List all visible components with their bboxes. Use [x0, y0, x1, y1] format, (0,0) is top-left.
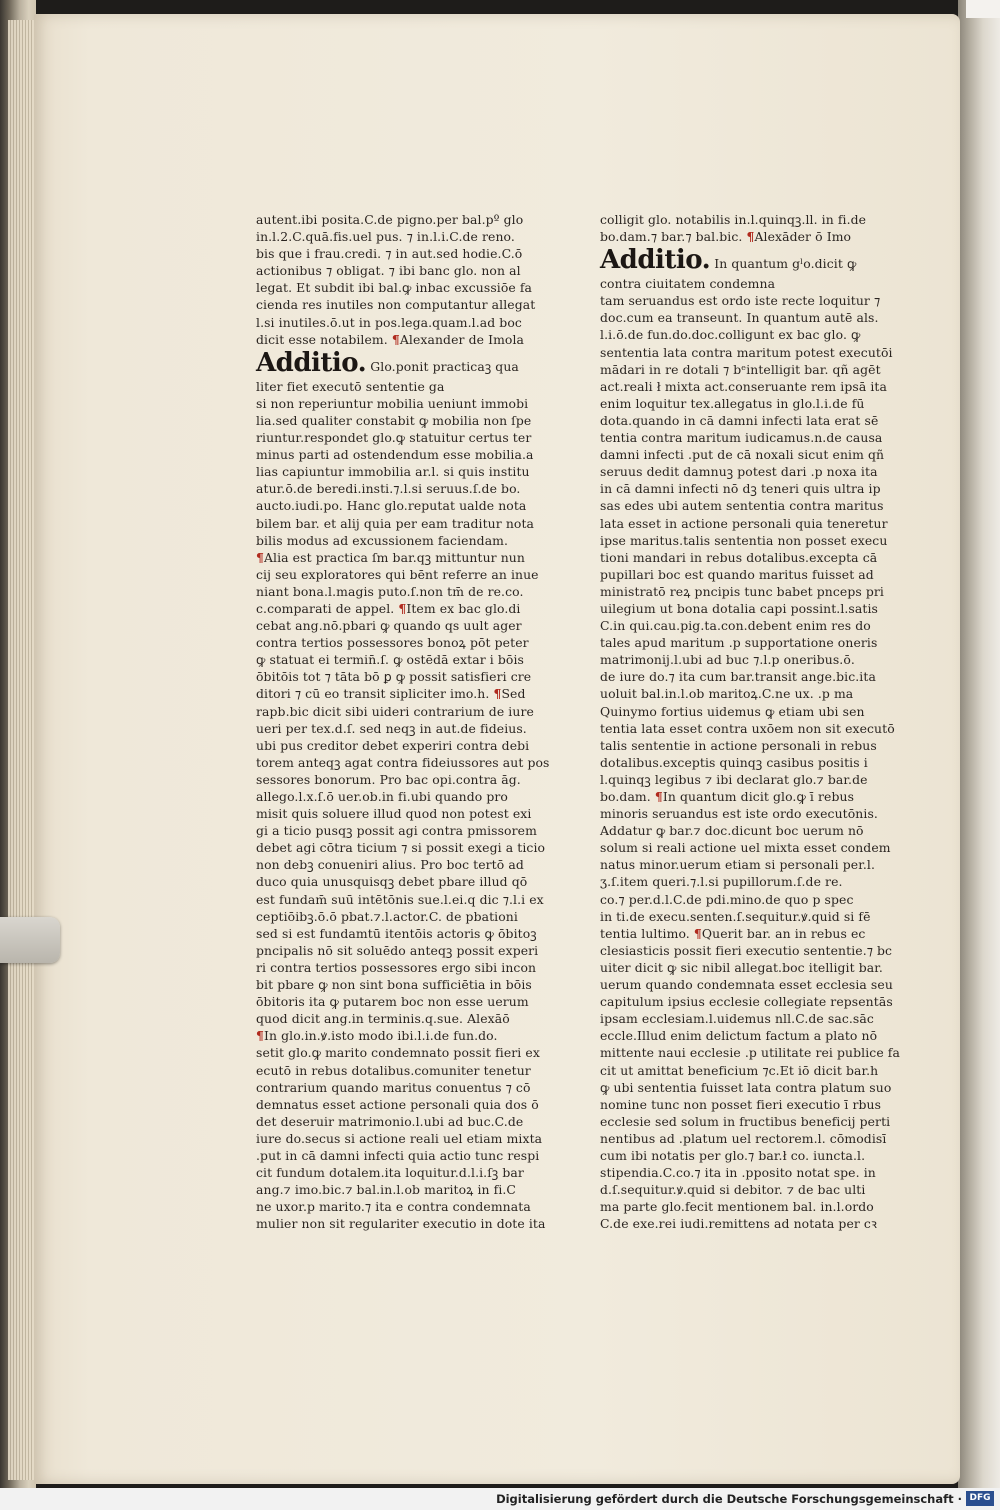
addition-heading: Additio.	[256, 347, 367, 378]
text-line: ipse maritus.talis sententia non posset execu	[600, 532, 888, 548]
text-line: act.reali ł mixta act.conseruante rem ipsā ita	[600, 378, 888, 394]
text-line: bo.dam.⁊ bar.⁊ bal.bic. ¶Alexāder ō Imo	[600, 229, 852, 245]
left-text-column	[256, 211, 550, 1232]
text-line: natus minor.uerum etiam si personali per.l.	[600, 857, 875, 873]
text-line: iure do.secus si actione reali uel etiam mixta	[256, 1130, 543, 1146]
text-line: tentia lata esset contra uxōem non sit executō	[600, 720, 895, 736]
text-line: in cā damni infecti nō dꝫ teneri quis ultra ip	[600, 481, 881, 497]
text-line: ueri per tex.d.ſ. sed neqꝫ in aut.de fideius.	[256, 720, 527, 736]
text-line: C.de exe.rei iudi.remittens ad notata per cꝛ	[600, 1216, 877, 1232]
text-line: doc.cum ea transeunt. In quantum autē als.	[600, 310, 879, 326]
text-line: bilis modus ad excussionem faciendam.	[256, 532, 509, 548]
text-line: solum si reali actione uel mixta esset condem	[600, 840, 891, 856]
text-line: matrimonij.l.ubi ad buc ⁊.l.p oneribus.ō.	[600, 652, 855, 668]
text-line: l.quinqꝫ legibus ⁊ ibi declarat glo.⁊ bar.de	[600, 771, 868, 787]
text-line: lias capiuntur immobilia ar.l. si quis institu	[256, 464, 530, 480]
text-line: capitulum ipsius ecclesie collegiate repsentās	[600, 994, 893, 1010]
text-line: dicit esse notabilem. ¶Alexander de Imola	[256, 331, 525, 347]
text-line: tioni mandari in rebus dotalibus.excepta cā	[600, 549, 878, 565]
footer-bar	[0, 1488, 1000, 1510]
paragraph-mark-icon: ¶	[493, 686, 502, 702]
text-line: Quinymo fortius uidemus ꝙ etiam ubi sen	[600, 703, 865, 719]
paragraph-mark-icon: ¶	[256, 549, 264, 565]
text-line: est fundam̄ suū intētōnis sue.l.ei.q dic ⁊.l.i ex	[256, 891, 544, 907]
text-line: ōbitōis tot ⁊ tāta bō ꝑ ꝙ possit satisfieri cre	[256, 669, 532, 685]
paragraph-mark-icon: ¶	[391, 331, 400, 347]
text-line: Addatur ꝙ bar.⁊ doc.dicunt boc uerum nō	[600, 823, 864, 839]
text-line: contra ciuitatem condemna	[600, 276, 776, 292]
text-line: ¶In glo.in.ꝟ.isto modo ibi.l.i.de fun.do.	[256, 1028, 498, 1044]
text-line: atur.ō.de beredi.insti.⁊.l.si seruus.ſ.de bo.	[256, 481, 521, 497]
addition-heading: Additio.	[600, 245, 711, 276]
text-line: lata esset in actione personali quia teneretur	[600, 515, 888, 531]
text-line: d.ſ.sequitur.ꝟ.quid si debitor. ⁊ de bac ulti	[600, 1182, 866, 1198]
text-line: ubi pus creditor debet experiri contra debi	[256, 737, 530, 753]
text-line: cij seu exploratores qui bēnt referre an inue	[256, 566, 539, 582]
text-line: enim loquitur tex.allegatus in glo.l.i.de fū	[600, 395, 865, 411]
text-line: ma parte glo.fecit mentionem bal. in.l.ordo	[600, 1199, 874, 1215]
right-book-edge	[958, 0, 1000, 1488]
text-line: stipendia.C.co.⁊ ita in .pposito notat spe. in	[600, 1165, 876, 1181]
text-line: .put in cā damni infecti quia actio tunc respi	[256, 1147, 540, 1163]
text-line: ꝙ statuat ei termin̄.ſ. ꝙ ostēdā extar i bōis	[256, 652, 524, 668]
text-line: riuntur.respondet glo.ꝙ statuitur certus ter	[256, 430, 532, 446]
text-line: quod dicit ang.in terminis.q.sue. Alexāō	[256, 1011, 510, 1027]
text-line: nomine tunc non posset fieri executio ī rbus	[600, 1096, 882, 1112]
text-line: tentia contra maritum iudicamus.n.de causa	[600, 430, 883, 446]
text-line: sed si est fundamtū itentōis actoris ꝙ ōbitoꝫ	[256, 925, 537, 941]
text-line: contrarium quando maritus conuentus ⁊ cō	[256, 1079, 531, 1095]
text-line: ʒ.ſ.item queri.⁊.l.si pupillorum.ſ.de re.	[600, 874, 843, 890]
text-line: clesiasticis possit fieri executio sententie.⁊ bc	[600, 942, 893, 958]
right-edge-highlight	[966, 0, 1000, 18]
text-line: tam seruandus est ordo iste recte loquitur ⁊	[600, 293, 881, 309]
text-line: bilem bar. et alij quia per eam traditur nota	[256, 515, 535, 531]
text-line: uilegium ut bona dotalia capi possint.l.satis	[600, 600, 878, 616]
text-line: dota.quando in cā damni infecti lata erat sē	[600, 412, 879, 428]
text-line: ne uxor.p marito.⁊ ita e contra condemnata	[256, 1199, 531, 1215]
text-line: mittente naui ecclesie .p utilitate rei publice fa	[600, 1045, 900, 1061]
text-line: non debꝫ conueniri alius. Pro boc tertō ad	[256, 857, 524, 873]
text-line: cit ut amittat beneficium ⁊c.Et iō dicit bar.h	[600, 1062, 879, 1078]
paragraph-mark-icon: ¶	[256, 1028, 264, 1044]
paragraph-mark-icon: ¶	[746, 229, 755, 245]
text-line: co.⁊ per.d.l.C.de pdi.mino.de quo p spec	[600, 891, 854, 907]
paragraph-mark-icon: ¶	[654, 789, 663, 804]
text-line: minoris seruandus est iste ordo executōnis.	[600, 806, 878, 822]
footer-credit: Digitalisierung gefördert durch die Deutsche Forschungsgemeinschaft ·	[496, 1492, 962, 1506]
text-line: legat. Et subdit ibi bal.ꝙ inbac excussiōe fa	[256, 280, 533, 296]
text-line: ceptiōibꝫ.ō.ō pbat.⁊.l.actor.C. de pbationi	[256, 908, 518, 924]
text-line: ipsam ecclesiam.l.uidemus nll.C.de sac.sāc	[600, 1011, 874, 1027]
text-line: torem anteqꝫ agat contra fideiussores aut pos	[256, 754, 550, 770]
text-line: ecclesie sed solum in fructibus beneficij perti	[600, 1113, 891, 1129]
text-line: ang.⁊ imo.bic.⁊ bal.in.l.ob maritoꝝ in fi.C	[256, 1182, 516, 1198]
text-line: gi a ticio pusqꝫ possit agi contra pmissorem	[256, 823, 537, 839]
text-line: demnatus esset actione personali quia dos ō	[256, 1096, 539, 1112]
text-line: l.i.ō.de fun.do.doc.colligunt ex bac glo. ꝙ	[600, 327, 861, 343]
right-text-column	[600, 211, 900, 1232]
addition-heading-line: Additio. Glo.ponit practicaꝫ qua	[256, 347, 519, 378]
text-line: bit pbare ꝙ non sint bona sufficiētia in bōis	[256, 977, 532, 993]
text-line: dotalibus.exceptis quinqꝫ casibus positis i	[600, 754, 868, 770]
bookmark-tab	[0, 917, 60, 963]
text-line: in ti.de execu.senten.ſ.sequitur.ꝟ.quid si fē	[600, 908, 871, 924]
text-line: cit fundum dotalem.ita loquitur.d.l.i.ſꝫ bar	[256, 1165, 524, 1181]
text-line: sessores bonorum. Pro bac opi.contra āg.	[256, 771, 521, 787]
addition-heading-line: Additio. In quantum gˡo.dicit ꝙ	[600, 245, 857, 276]
text-line: aucto.iudi.po. Hanc glo.reputat ualde nota	[256, 498, 527, 514]
text-line: c.comparati de appel. ¶Item ex bac glo.di	[256, 600, 521, 616]
text-line: det deseruir matrimonio.l.ubi ad buc.C.de	[256, 1113, 524, 1129]
text-line: pncipalis nō sit soluēdo anteqꝫ possit experi	[256, 942, 539, 958]
text-line: ditori ⁊ cū eo transit sipliciter imo.h. ¶Sed	[256, 686, 526, 702]
text-line: de iure do.⁊ ita cum bar.transit ange.bic.ita	[600, 669, 876, 685]
text-line: damni infecti .put de cā noxali sicut enim qñ	[600, 447, 885, 463]
text-line: allego.l.x.ſ.ō uer.ob.in fi.ubi quando pro	[256, 789, 508, 804]
text-line: uiter dicit ꝙ sic nibil allegat.boc itelligit bar.	[600, 959, 883, 975]
text-line: eccle.Illud enim delictum factum a plato nō	[600, 1028, 878, 1044]
text-line: ri contra tertios possessores ergo sibi incon	[256, 959, 537, 975]
paragraph-mark-icon: ¶	[693, 925, 702, 941]
text-line: cienda res inutiles non computantur allegat	[256, 297, 536, 313]
text-line: debet agi cōtra ticium ⁊ si possit exegi a ticio	[256, 840, 546, 856]
text-line: duco quia unusquisqꝫ debet pbare illud qō	[256, 874, 528, 890]
text-line: l.si inutiles.ō.ut in pos.lega.quam.l.ad boc	[256, 314, 522, 330]
text-line: autent.ibi posita.C.de pigno.per bal.pº glo	[256, 212, 524, 227]
text-line: tales apud maritum .p supportatione oneris	[600, 635, 878, 651]
text-line: mulier non sit regulariter executio in dote ita	[256, 1216, 546, 1232]
text-line: setit glo.ꝙ marito condemnato possit fieri ex	[256, 1045, 540, 1061]
text-line: colligit glo. notabilis in.l.quinqꝫ.ll. in fi.de	[600, 212, 867, 227]
text-line: rapb.bic dicit sibi uideri contrarium de iure	[256, 703, 534, 719]
text-line: pupillari boc est quando maritus fuisset ad	[600, 566, 874, 582]
text-line: ¶Alia est practica ſm bar.qꝫ mittuntur nun	[256, 549, 525, 565]
text-line: talis sententie in actione personali in rebus	[600, 737, 877, 753]
text-line: tentia lultimo. ¶Querit bar. an in rebus ec	[600, 925, 866, 941]
text-line: si non reperiuntur mobilia ueniunt immobi	[256, 395, 529, 411]
text-line: ministratō reꝝ pncipis tunc babet pnceps pri	[600, 583, 884, 599]
text-line: cebat ang.nō.pbari ꝙ quando qs uult ager	[256, 618, 522, 634]
paragraph-mark-icon: ¶	[398, 600, 407, 616]
text-line: seruus dedit damnuꝫ potest dari .p noxa ita	[600, 464, 878, 480]
text-line: C.in qui.cau.pig.ta.con.debent enim res do	[600, 618, 871, 634]
text-line: ꝙ ubi sententia fuisset lata contra platum suo	[600, 1079, 892, 1095]
text-line: ōbitoris ita ꝙ putarem boc non esse uerum	[256, 994, 529, 1010]
text-line: cum ibi notatis per glo.⁊ bar.ł co. iuncta.l.	[600, 1147, 866, 1163]
text-line: contra tertios possessores bonoꝝ pōt peter	[256, 635, 529, 651]
text-line: sas edes ubi autem sententia contra maritus	[600, 498, 884, 514]
text-line: mādari in re dotali ⁊ bᵉintelligit bar. qñ agēt	[600, 361, 881, 377]
text-line: in.l.2.C.quā.fis.uel pus. ⁊ in.l.i.C.de reno.	[256, 229, 515, 245]
text-line: uoluit bal.in.l.ob maritoꝝ.C.ne ux. .p ma	[600, 686, 854, 702]
dfg-logo-icon: DFG	[966, 1491, 994, 1506]
text-line: liter fiet executō sententie ga	[256, 378, 445, 394]
text-line: lia.sed qualiter constabit ꝙ mobilia non ſpe	[256, 412, 532, 428]
text-line: misit quis soluere illud quod non potest exi	[256, 806, 532, 822]
text-line: nentibus ad .platum uel rectorem.l. cōmodisī	[600, 1130, 887, 1146]
text-line: ecutō in rebus dotalibus.comuniter tenetur	[256, 1062, 531, 1078]
text-line: bis que i frau.credi. ⁊ in aut.sed hodie.C.ō	[256, 246, 523, 262]
text-line: minus parti ad ostendendum esse mobilia.a	[256, 447, 534, 463]
text-line: actionibus ⁊ obligat. ⁊ ibi banc glo. non al	[256, 263, 521, 279]
text-line: niant bona.l.magis puto.ſ.non tm̄ de re.co.	[256, 583, 524, 599]
text-line: sententia lata contra maritum potest executōi	[600, 344, 893, 360]
text-line: bo.dam. ¶In quantum dicit glo.ꝙ ī rebus	[600, 789, 855, 804]
text-line: uerum quando condemnata esset ecclesia seu	[600, 977, 893, 993]
